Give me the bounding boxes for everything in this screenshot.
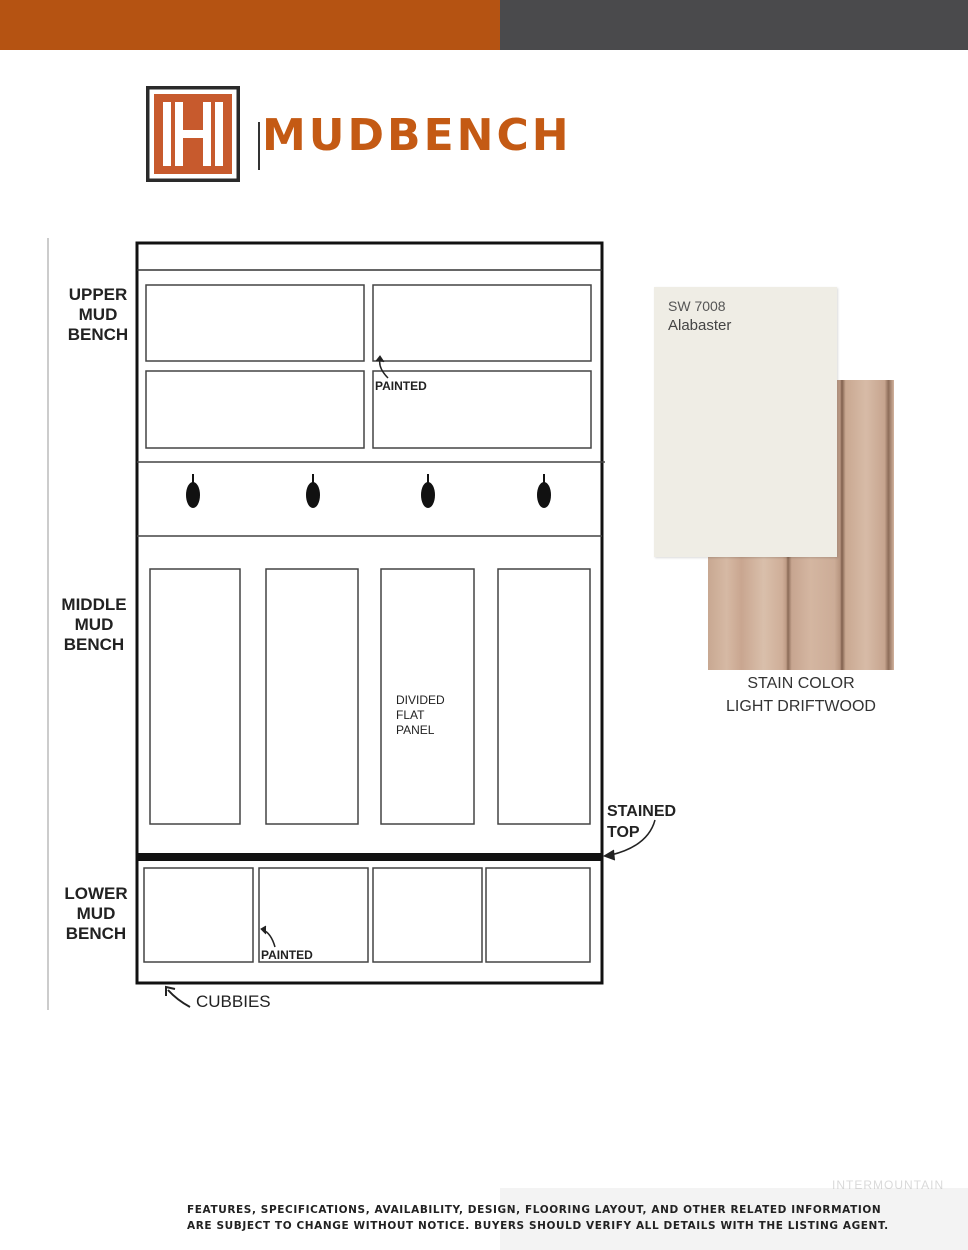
upper-panel [146, 371, 364, 448]
coat-hook-icon [306, 474, 320, 508]
paint-code: SW 7008 [668, 298, 726, 314]
middle-mud-bench-label: MIDDLE MUD BENCH [61, 595, 127, 654]
cubby [486, 868, 590, 962]
coat-hook-icon [186, 474, 200, 508]
coat-hook-icon [537, 474, 551, 508]
painted-annotation-upper: PAINTED [375, 379, 427, 393]
bench-top [137, 853, 602, 861]
watermark-text: INTERMOUNTAIN [832, 1178, 945, 1192]
upper-panel [146, 285, 364, 361]
coat-hook-icon [421, 474, 435, 508]
upper-panel [373, 285, 591, 361]
page-title: MUDBENCH [262, 110, 572, 161]
cubbies-annotation: CUBBIES [196, 992, 271, 1011]
middle-panel [498, 569, 590, 824]
divided-flat-panel-annotation: DIVIDED FLAT PANEL [396, 693, 445, 737]
paint-name: Alabaster [668, 317, 732, 334]
painted-annotation-lower: PAINTED [261, 948, 313, 962]
lower-mud-bench-label: LOWER MUD BENCH [64, 884, 128, 943]
cubby [144, 868, 253, 962]
paint-color-swatch [654, 287, 837, 557]
cabinet-outline [137, 243, 602, 983]
disclaimer-text: FEATURES, SPECIFICATIONS, AVAILABILITY, DESIGN, FLOORING LAYOUT, AND OTHER RELATED INFORMATION ARE SUBJECT TO CHANGE WITHOUT NOTICE. BUYERS SHOULD VERIFY ALL DETAILS WITH THE LISTING AGENT. [187, 1204, 889, 1232]
cubby [373, 868, 482, 962]
stained-top-annotation: STAINED TOP [607, 803, 677, 841]
middle-panel [266, 569, 358, 824]
stain-color-caption: STAIN COLOR LIGHT DRIFTWOOD [726, 675, 876, 715]
upper-mud-bench-label: UPPER MUD BENCH [67, 285, 129, 344]
middle-panel [150, 569, 240, 824]
